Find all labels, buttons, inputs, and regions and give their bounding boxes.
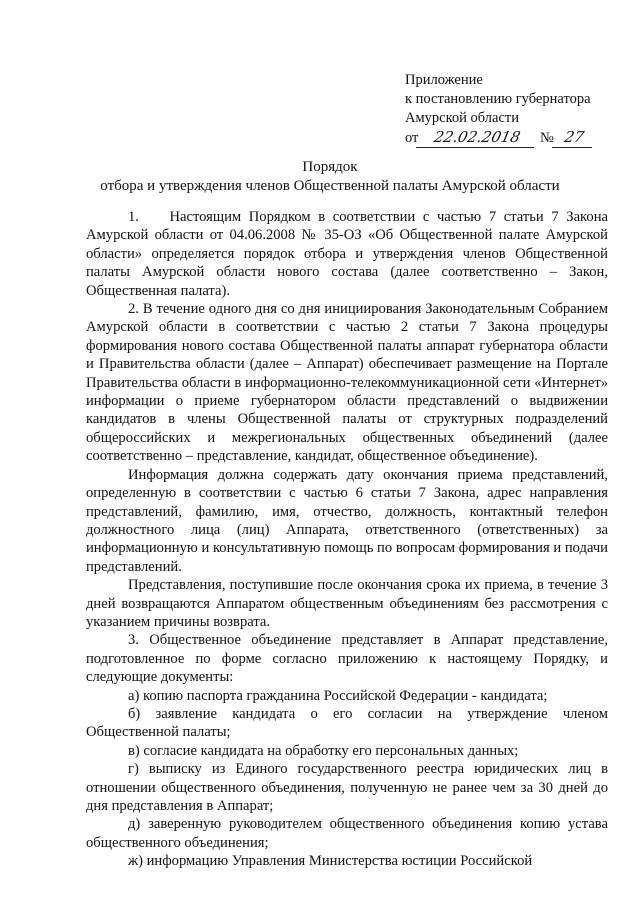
- paragraph-5: 3. Общественное объединение представляет в Аппарат представление, подготовленное по форме согласно приложению к настоящему Порядку, и следующие документы:: [86, 632, 608, 686]
- appendix-line-3: Амурской области: [405, 110, 519, 126]
- document-body: [86, 208, 608, 871]
- appendix-header: [405, 71, 630, 148]
- list-item-zh: ж) информацию Управления Министерства юстиции Российской: [128, 853, 533, 870]
- date-prefix: от: [405, 130, 419, 146]
- title-line-2: отбора и утверждения членов Общественной палаты Амурской области: [100, 178, 560, 194]
- handwritten-number: 27: [552, 128, 596, 148]
- appendix-line-2: к постановлению губернатора: [405, 91, 591, 107]
- appendix-date-line: [405, 128, 630, 148]
- paragraph-1: 1. Настоящим Порядком в соответствии с частью 7 статьи 7 Закона Амурской области от 04.06.2008 № 35-ОЗ «Об Общественной палате Амурской области» определяется порядок отбора и утверждения членов Общественной палаты Амурской области нового состава (далее соответственно – Закон, Общественная палата).: [86, 209, 608, 299]
- paragraph-4: Представления, поступившие после окончания срока их приема, в течение 3 дней возвращаются Аппаратом общественным объединениям без рассмотрения с указанием причины возврата.: [86, 577, 608, 630]
- handwritten-date: 22.02.2018: [416, 128, 538, 148]
- list-item-v: в) согласие кандидата на обработку его персональных данных;: [128, 742, 519, 759]
- title-line-1: Порядок: [302, 159, 358, 175]
- paragraph-2: 2. В течение одного дня со дня инициирования Законодательным Собранием Амурской области в соответствии с частью 2 статьи 7 Закона процедуры формирования нового состава Общественной палаты аппарат губернатора области и Правительства области (далее – Аппарат) обеспечивает размещение на Портале Правительства области в информационно-телекоммуникационной сети «Интернет» информации о приеме губернатором области представлений о выдвижении кандидатов в члены Общественной палаты от структурных подразделений общероссийских и межрегиональных общественных объединений (далее соответственно – представление, кандидат, общественное объединение).: [86, 301, 608, 465]
- list-item-a: а) копию паспорта гражданина Российской Федерации - кандидата;: [128, 687, 548, 704]
- number-prefix: №: [540, 130, 554, 146]
- list-item-d: д) заверенную руководителем общественного объединения копию устава общественного объединения;: [86, 816, 608, 851]
- list-item-b: б) заявление кандидата о его согласии на утверждение членом Общественной палаты;: [86, 705, 608, 741]
- document-title: [60, 158, 600, 196]
- appendix-line-1: Приложение: [405, 72, 483, 88]
- paragraph-3: Информация должна содержать дату окончания приема представлений, определенную в соответствии с частью 6 статьи 7 Закона, адрес направления представлений, фамилию, имя, отчество, должность, контактный телефон должностного лица (лиц) Аппарата, ответственного (ответственных) за информационную и консультативную помощь по вопросам формирования и подачи представлений.: [86, 466, 608, 575]
- list-item-g: г) выписку из Единого государственного реестра юридических лиц в отношении общественного объединения, полученную не ранее чем за 30 дней до дня представления в Аппарат;: [86, 761, 608, 814]
